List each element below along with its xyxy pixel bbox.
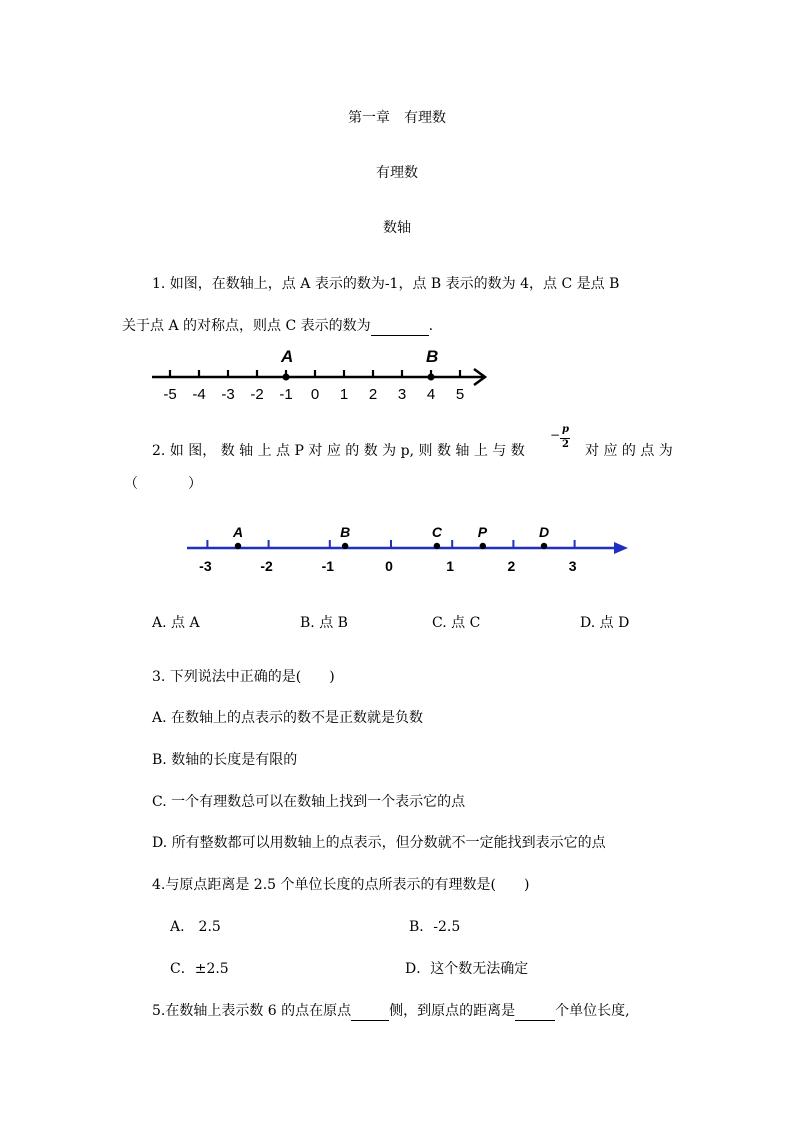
q2-paren-close: ）: [188, 476, 202, 492]
q2-tick-label: 3: [568, 558, 577, 574]
q2-option-a[interactable]: A. 点 A: [152, 615, 200, 631]
q1-tick-label: -1: [279, 386, 293, 403]
q1-line2-end: .: [428, 318, 434, 334]
q1-tick-label: -5: [163, 386, 177, 403]
q2-point-label: A: [233, 524, 244, 540]
q2-option-b[interactable]: B. 点 B: [300, 615, 348, 631]
q1-tick-label: -4: [192, 386, 206, 403]
q4-stem: 4.与原点距离是 2.5 个单位长度的点所表示的有理数是( ): [152, 877, 530, 893]
q5-blank-distance[interactable]: [515, 1002, 555, 1021]
q1-line2-text: 关于点 A 的对称点，则点 C 表示的数为: [122, 318, 371, 334]
q2-point-dot: [434, 543, 440, 549]
q3-option-b[interactable]: B. 数轴的长度是有限的: [152, 752, 298, 768]
q3-option-d[interactable]: D. 所有整数都可以用数轴上的点表示，但分数就不一定能找到表示它的点: [152, 835, 606, 851]
q5-text-1: 5.在数轴上表示数 6 的点在原点: [152, 1003, 352, 1019]
q5-text-3: 个单位长度,: [555, 1003, 630, 1019]
q2-point-label: B: [340, 524, 351, 540]
subsection-title: 数轴: [383, 220, 411, 236]
q2-tick-label: 0: [385, 558, 393, 574]
q1-tick-label: 2: [368, 386, 378, 403]
q2-tick-label: -2: [260, 558, 273, 574]
q4-option-a[interactable]: A. 2.5: [170, 919, 221, 935]
q1-tick-label: 0: [310, 386, 320, 403]
q2-axis-arrow: [614, 542, 628, 554]
q3-option-c[interactable]: C. 一个有理数总可以在数轴上找到一个表示它的点: [152, 794, 466, 810]
q1-answer-blank[interactable]: [371, 317, 429, 336]
q1-point-dot: [428, 374, 435, 381]
q2-point-label: D: [539, 524, 550, 540]
q1-line2: [122, 317, 433, 336]
chapter-title: 第一章 有理数: [348, 110, 446, 126]
q4-option-d[interactable]: D．这个数无法确定: [405, 961, 529, 977]
q1-number-line: [148, 343, 493, 405]
q2-point-dot: [235, 543, 241, 549]
q2-point-dot: [342, 543, 348, 549]
q2-fraction-denominator: 2: [562, 439, 569, 450]
q1-point-dot: [283, 374, 290, 381]
q3-option-a[interactable]: A. 在数轴上的点表示的数不是正数就是负数: [152, 710, 424, 726]
q2-point-dot: [480, 543, 486, 549]
q2-answer-paren[interactable]: [124, 475, 202, 493]
q5-text-2: 侧，到原点的距离是: [389, 1003, 516, 1019]
q2-tick-label: 1: [446, 558, 455, 574]
q2-point-label: C: [431, 524, 443, 540]
q2-option-d[interactable]: D. 点 D: [580, 615, 630, 631]
q1-point-label: A: [281, 347, 294, 366]
q2-tick-label: 2: [507, 558, 516, 574]
q2-paren-open: （: [124, 476, 138, 492]
q2-line1-prefix: 2. 如 图， 数 轴 上 点 P 对 应 的 数 为 p, 则 数 轴 上 与 数: [152, 443, 525, 459]
q4-option-b[interactable]: B．-2.5: [409, 919, 461, 935]
q1-line1: 1. 如图，在数轴上，点 A 表示的数为-1，点 B 表示的数为 4，点 C 是点 B: [152, 276, 620, 292]
q1-tick-label: 4: [426, 386, 436, 403]
q5-line: [152, 1002, 630, 1021]
q2-tick-label: -1: [321, 558, 335, 574]
q2-point-dot: [541, 543, 547, 549]
q5-blank-side[interactable]: [351, 1002, 389, 1021]
q3-stem: 3. 下列说法中正确的是( ): [152, 669, 335, 685]
q2-tick-label: -3: [199, 558, 212, 574]
q1-tick-label: -2: [250, 386, 264, 403]
q1-tick-label: 3: [397, 386, 407, 403]
q2-fraction-sign: −: [550, 428, 561, 442]
q2-fraction: [550, 424, 576, 458]
section-title: 有理数: [376, 165, 418, 181]
q2-number-line: [182, 520, 634, 580]
q2-option-c[interactable]: C. 点 C: [432, 615, 481, 631]
q2-line1-suffix: 对 应 的 点 为: [585, 443, 673, 459]
q1-tick-label: 1: [339, 386, 349, 403]
q1-tick-label: 5: [455, 386, 465, 403]
q1-point-label: B: [426, 347, 439, 366]
q1-tick-label: -3: [221, 386, 235, 403]
q4-option-c[interactable]: C．±2.5: [170, 961, 229, 977]
q2-point-label: P: [477, 524, 488, 540]
q2-fraction-numerator: p: [562, 424, 569, 435]
